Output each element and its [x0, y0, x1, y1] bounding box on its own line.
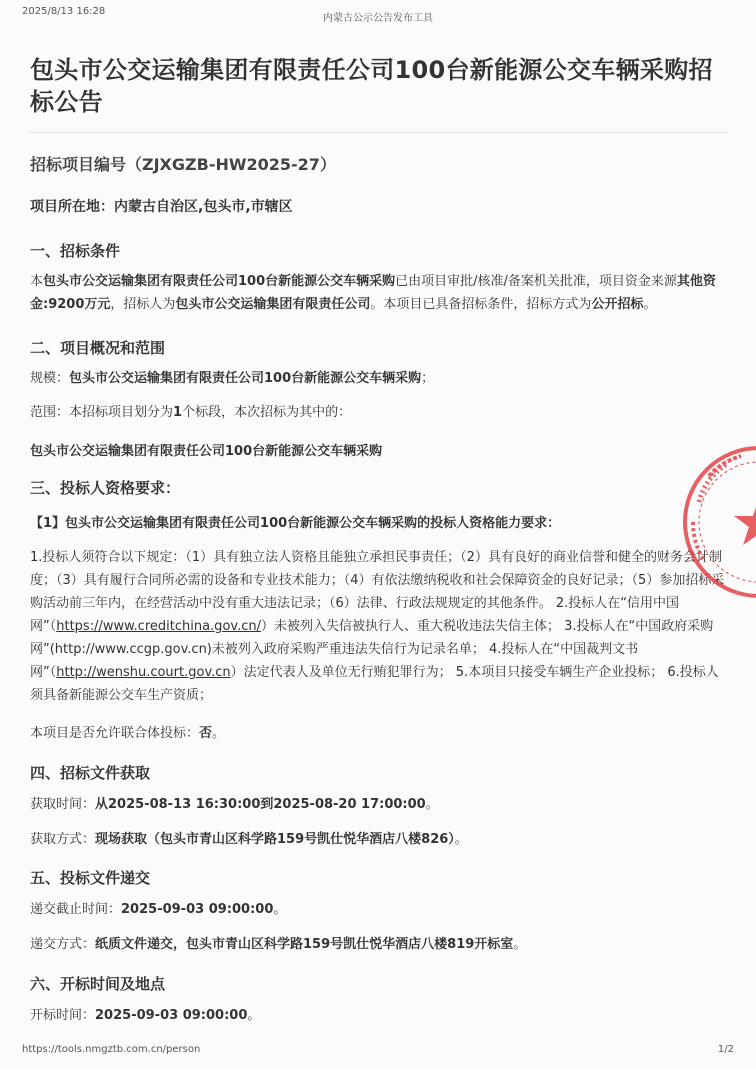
print-header [22, 6, 734, 24]
creditchina-link[interactable]: https://www.creditchina.gov.cn/ [56, 619, 261, 634]
print-timestamp: 2025/8/13 16:28 [22, 6, 106, 17]
location-value: 内蒙古自治区,包头市,市辖区 [114, 199, 293, 215]
project-scale: 规模：包头市公交运输集团有限责任公司100台新能源公交车辆采购； [30, 371, 435, 386]
tenderer-name: 包头市公交运输集团有限责任公司 [175, 297, 371, 312]
project-scope: 范围：本招标项目划分为1个标段，本次招标为其中的： [30, 405, 352, 420]
page-number: 1/2 [717, 1044, 734, 1055]
acquisition-time: 获取时间：从2025-08-13 16:30:00到2025-08-20 17:00:00。 [30, 797, 439, 812]
qualification-requirement-title: 【1】包头市公交运输集团有限责任公司100台新能源公交车辆采购的投标人资格能力要求： [30, 516, 561, 531]
qualification-requirements-list: 1.投标人须符合以下规定：（1）具有独立法人资格且能独立承担民事责任；（2）具有良好的商业信誉和健全的财务会计制度；（3）具有履行合同所必需的设备和专业技术能力；（4）有依法缴纳税收和社会保障资金的良好记录；（5）参加招标采购活动前三年内，在经营活动中没有重大违法记录；（6）法律、行政法规规定的其他条件。 2.投标人在“信用中国网”（https://www.creditchina.gov.cn/）未被列入失信被执行人、重大税收违法失信主体； 3.投标人在“中国政府采购网”(http://www.ccgp.gov.cn)未被列入政府采购严重违法失信行为记录名单； 4.投标人在“中国裁判文书网”（http://wenshu.court.gov.cn）法定代表人及单位无行贿犯罪行为； 5.本项目只接受车辆生产企业投标； 6.投标人须具备新能源公交车生产资质； [30, 550, 725, 703]
title-divider [28, 132, 728, 133]
acquisition-method: 获取方式：现场获取（包头市青山区科学路159号凯仕悦华酒店八楼826）。 [30, 832, 468, 847]
project-name: 包头市公交运输集团有限责任公司100台新能源公交车辆采购 [43, 274, 396, 289]
project-location [30, 196, 726, 216]
bid-opening-time: 开标时间：2025-09-03 09:00:00。 [30, 1008, 261, 1023]
print-footer [22, 1044, 734, 1058]
section-heading-bidder-qualifications: 三、投标人资格要求： [30, 479, 181, 497]
section-heading-project-overview: 二、项目概况和范围 [30, 339, 166, 357]
submission-deadline: 递交截止时间：2025-09-03 09:00:00。 [30, 902, 287, 917]
consortium-bidding: 本项目是否允许联合体投标：否。 [30, 726, 226, 741]
section-heading-tender-conditions: 一、招标条件 [30, 242, 121, 260]
official-seal-stamp [679, 442, 756, 602]
section-heading-bid-opening: 六、开标时间及地点 [30, 975, 166, 993]
project-number: 招标项目编号（ZJXGZB-HW2025-27） [30, 155, 336, 174]
notice-title: 包头市公交运输集团有限责任公司100台新能源公交车辆采购招标公告 [30, 56, 713, 116]
section-heading-bid-submission: 五、投标文件递交 [30, 869, 151, 887]
tender-method: 公开招标 [591, 297, 644, 312]
print-source-title: 内蒙古公示公告发布工具 [323, 13, 433, 24]
wenshu-court-link[interactable]: http://wenshu.court.gov.cn [56, 665, 231, 680]
notice-document [30, 54, 726, 1027]
print-url: https://tools.nmgztb.com.cn/person [22, 1044, 201, 1055]
lot-name: 包头市公交运输集团有限责任公司100台新能源公交车辆采购 [30, 444, 383, 459]
location-label: 项目所在地： [30, 199, 114, 215]
section-heading-document-acquisition: 四、招标文件获取 [30, 764, 151, 782]
fund-source: 其他资金:9200万元 [30, 274, 716, 312]
submission-method: 递交方式：纸质文件递交，包头市青山区科学路159号凯仕悦华酒店八楼819开标室。 [30, 937, 527, 952]
tender-conditions-text: 本包头市公交运输集团有限责任公司100台新能源公交车辆采购已由项目审批/核准/备案机关批准，项目资金来源其他资金:9200万元，招标人为包头市公交运输集团有限责任公司。本项目已具备招标条件，招标方式为公开招标。 [30, 274, 716, 312]
